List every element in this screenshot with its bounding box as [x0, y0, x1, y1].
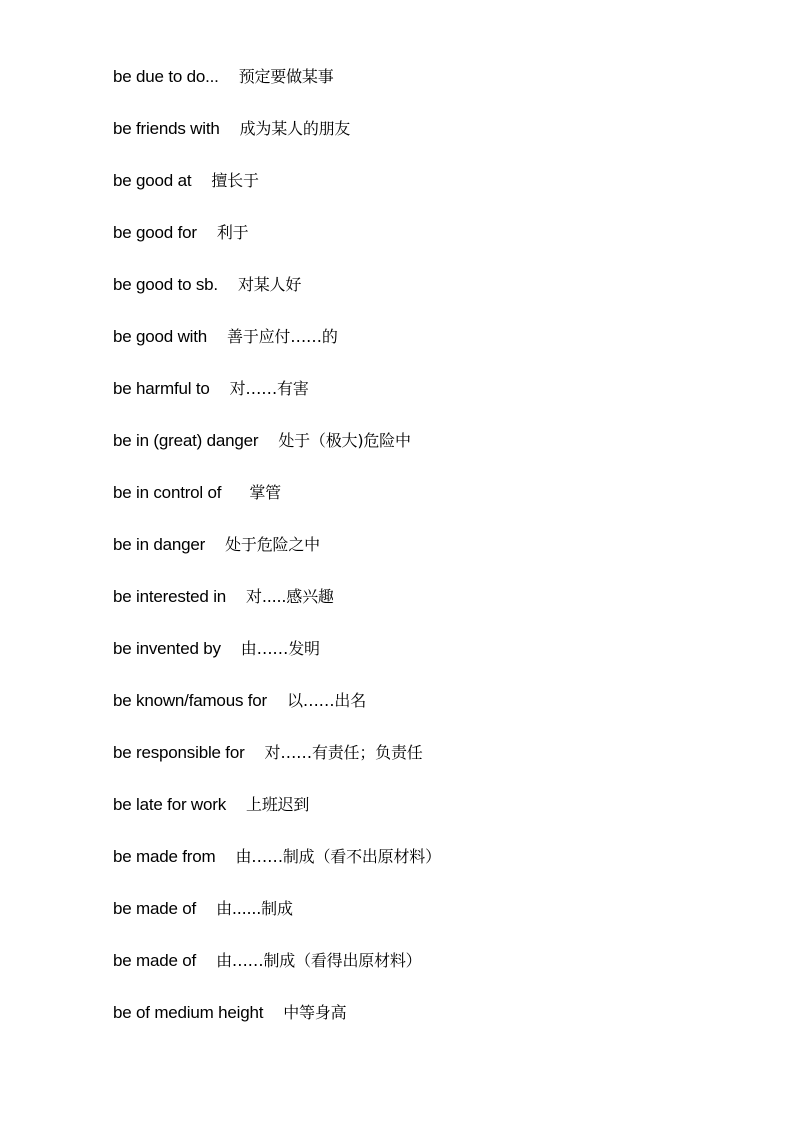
phrase-english: be due to do... [113, 67, 219, 86]
phrase-english: be in danger [113, 535, 206, 554]
list-item [113, 948, 441, 1000]
phrase-chinese: 中等身高 [283, 1003, 347, 1022]
list-item [113, 1000, 441, 1052]
phrase-english: be friends with [113, 119, 220, 138]
phrase-english: be in (great) danger [113, 431, 259, 450]
phrase-chinese: 擅长于 [211, 171, 259, 190]
phrase-english: be made of [113, 951, 197, 970]
phrase-english: be good at [113, 171, 192, 190]
phrase-chinese: 预定要做某事 [238, 67, 334, 86]
phrase-english: be good to sb. [113, 275, 218, 294]
phrase-chinese: 对……有害 [229, 379, 309, 398]
phrase-english: be harmful to [113, 379, 210, 398]
phrase-english: be known/famous for [113, 691, 268, 710]
phrase-chinese: 上班迟到 [246, 795, 310, 814]
list-item [113, 792, 441, 844]
list-item [113, 168, 441, 220]
phrase-chinese: 对.....感兴趣 [246, 587, 334, 606]
phrase-english: be in control of [113, 483, 222, 502]
phrase-english: be responsible for [113, 743, 245, 762]
list-item [113, 844, 441, 896]
phrase-chinese: 以……出名 [287, 691, 367, 710]
list-item [113, 896, 441, 948]
list-item [113, 64, 441, 116]
phrase-chinese: 由……制成（看不出原材料） [235, 847, 441, 866]
list-item [113, 480, 441, 532]
phrase-chinese: 处于（极大)危险中 [278, 431, 411, 450]
list-item [113, 324, 441, 376]
list-item [113, 116, 441, 168]
list-item [113, 740, 441, 792]
list-item [113, 584, 441, 636]
list-item [113, 272, 441, 324]
phrase-english: be interested in [113, 587, 227, 606]
phrase-chinese: 利于 [216, 223, 249, 242]
phrase-english: be made from [113, 847, 216, 866]
phrase-chinese: 成为某人的朋友 [239, 119, 351, 138]
list-item [113, 220, 441, 272]
phrase-english: be good for [113, 223, 197, 242]
list-item [113, 428, 441, 480]
phrase-chinese: 善于应付……的 [227, 327, 338, 346]
phrase-english: be made of [113, 899, 197, 918]
list-item [113, 532, 441, 584]
phrase-chinese: 由......制成 [216, 899, 293, 918]
phrase-chinese: 由……发明 [240, 639, 320, 658]
list-item [113, 636, 441, 688]
phrase-list [113, 64, 441, 1052]
list-item [113, 688, 441, 740]
phrase-chinese: 由……制成（看得出原材料） [216, 951, 422, 970]
phrase-english: be late for work [113, 795, 227, 814]
list-item [113, 376, 441, 428]
phrase-english: be of medium height [113, 1003, 264, 1022]
phrase-chinese: 处于危险之中 [225, 535, 320, 554]
phrase-english: be good with [113, 327, 208, 346]
phrase-chinese: 对……有责任；负责任 [264, 743, 423, 762]
phrase-english: be invented by [113, 639, 221, 658]
phrase-chinese: 掌管 [249, 483, 281, 502]
phrase-chinese: 对某人好 [237, 275, 302, 294]
